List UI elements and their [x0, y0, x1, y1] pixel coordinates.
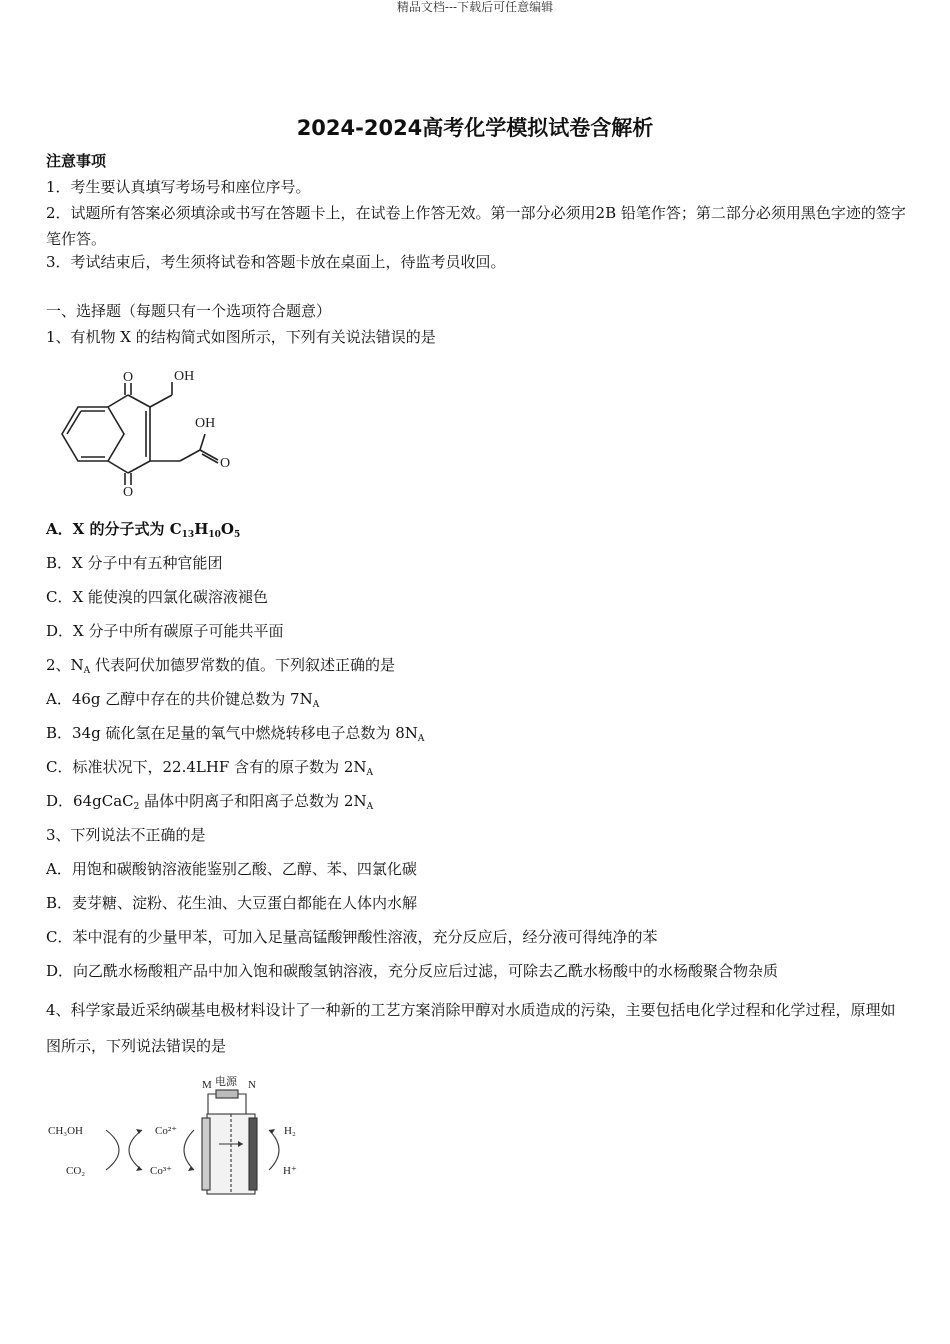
co2plus-label: Co²⁺ — [155, 1125, 177, 1137]
power-source-label: 电源 — [215, 1076, 237, 1088]
hplus-label: H⁺ — [283, 1165, 297, 1177]
q2-option-c: C．标准状况下，22.4LHF 含有的原子数为 $2N_A$ — [46, 758, 374, 778]
co2-label: CO₂ — [66, 1165, 86, 1177]
q3-option-c: C．苯中混有的少量甲苯，可加入足量高锰酸钾酸性溶液，充分反应后，经分液可得纯净的苯 — [46, 928, 658, 946]
molecule-structure-figure — [50, 364, 250, 504]
molecule-label: O — [123, 370, 134, 385]
q2-option-a: A．46g 乙醇中存在的共价键总数为 $7N_A$ — [46, 690, 320, 710]
q1-option-b: B．X 分子中有五种官能团 — [46, 554, 223, 572]
ch3oh-label: CH₃OH — [48, 1125, 84, 1137]
question-3-stem: 3、下列说法不正确的是 — [46, 826, 206, 844]
q3-option-d: D．向乙酰水杨酸粗产品中加入饱和碳酸氢钠溶液，充分反应后过滤，可除去乙酰水杨酸中的水杨酸聚合物杂质 — [46, 962, 779, 980]
terminal-m-label: M — [202, 1079, 212, 1091]
page-title: 2024-2024高考化学模拟试卷含解析 — [296, 116, 654, 140]
co3plus-label: Co³⁺ — [150, 1165, 172, 1177]
q3-option-b: B．麦芽糖、淀粉、花生油、大豆蛋白都能在人体内水解 — [46, 894, 418, 912]
q2-option-b: B．34g 硫化氢在足量的氧气中燃烧转移电子总数为 $8N_A$ — [46, 724, 425, 744]
q3-option-a: A．用饱和碳酸钠溶液能鉴别乙酸、乙醇、苯、四氯化碳 — [46, 860, 417, 878]
q1-option-a: A．X 的分子式为 $C_{13}H_{10}O_5$ — [46, 520, 241, 540]
q2-option-d: D．64gCaC$_2$ 晶体中阴离子和阳离子总数为 $2N_A$ — [46, 792, 374, 812]
note-item: 2．试题所有答案必须填涂或书写在答题卡上，在试卷上作答无效。第一部分必须用2B 铅笔作答；第二部分必须用黑色字迹的签字笔作答。 — [46, 204, 906, 248]
electrolysis-diagram — [44, 1072, 314, 1207]
q1-option-d: D．X 分子中所有碳原子可能共平面 — [46, 622, 284, 640]
note-item: 3．考试结束后，考生须将试卷和答题卡放在桌面上，待监考员收回。 — [46, 253, 506, 271]
h2-label: H₂ — [284, 1125, 296, 1137]
section-heading: 一、选择题（每题只有一个选项符合题意） — [46, 302, 332, 320]
question-4-stem: 4、科学家最近采纳碳基电极材料设计了一种新的工艺方案消除甲醇对水质造成的污染，主要包括电化学过程和化学过程，原理如图所示，下列说法错误的是 — [46, 1001, 896, 1055]
q1-option-c: C．X 能使溴的四氯化碳溶液褪色 — [46, 588, 268, 606]
notes-heading: 注意事项 — [46, 152, 107, 170]
terminal-n-label: N — [248, 1079, 256, 1091]
molecule-label: OH — [174, 369, 195, 384]
page-header: 精品文档---下载后可任意编辑 — [396, 0, 554, 14]
molecule-label: O — [123, 485, 134, 500]
note-item: 1．考生要认真填写考场号和座位序号。 — [46, 178, 311, 196]
question-1-stem: 1、有机物 X 的结构简式如图所示，下列有关说法错误的是 — [46, 328, 436, 346]
question-2-stem: 2、$N_A$ 代表阿伏加德罗常数的值。下列叙述正确的是 — [46, 656, 395, 676]
molecule-label: OH — [195, 416, 216, 431]
molecule-label: O — [220, 456, 231, 471]
